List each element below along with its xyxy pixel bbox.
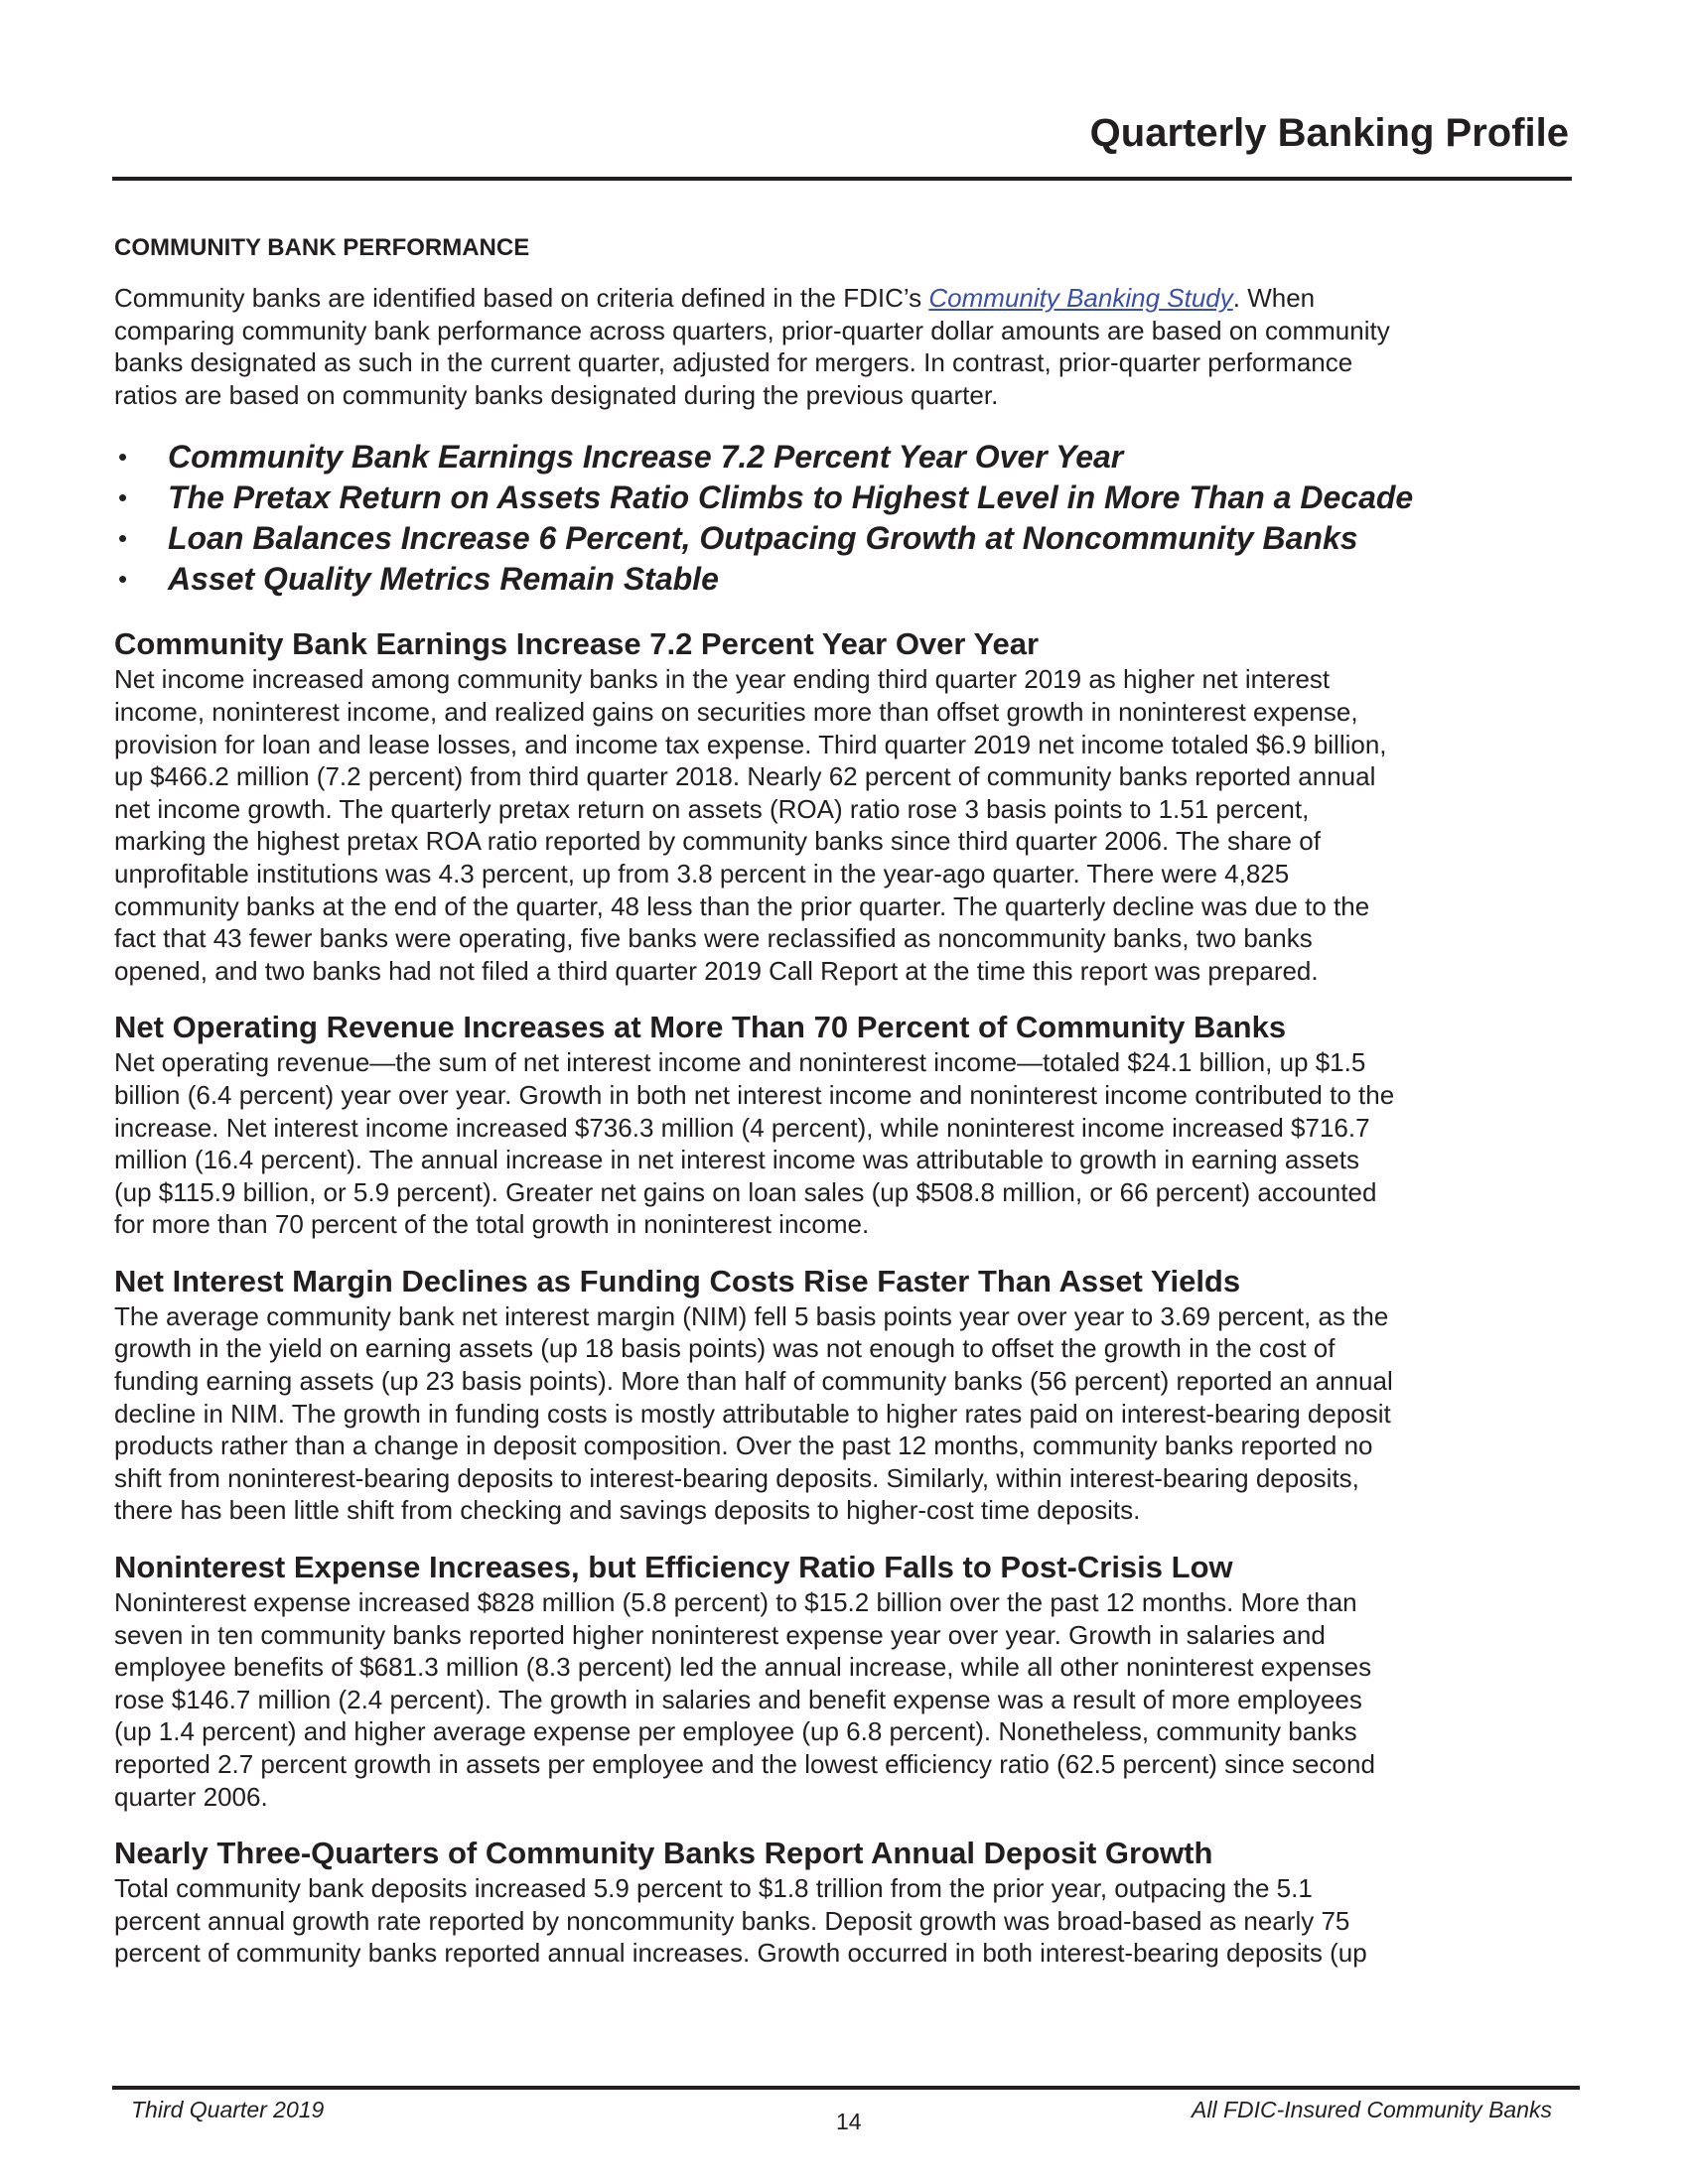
highlight-text: Community Bank Earnings Increase 7.2 Percent Year Over Year [168, 439, 1124, 476]
paragraph-line: opened, and two banks had not filed a third quarter 2019 Call Report at the time this report was prepared. [114, 955, 1319, 986]
section-heading: Net Interest Margin Declines as Funding Costs Rise Faster Than Asset Yields [114, 1263, 1241, 1298]
highlight-text: Loan Balances Increase 6 Percent, Outpacing Growth at Noncommunity Banks [168, 520, 1358, 557]
footer-scope: All FDIC-Insured Community Banks [1192, 2097, 1552, 2122]
page-number: 14 [836, 2109, 862, 2134]
highlight-item [114, 518, 1584, 559]
paragraph-line: percent of community banks reported annual increases. Growth occurred in both interest-bearing deposits (up [114, 1938, 1367, 1969]
paragraph-line: quarter 2006. [114, 1781, 268, 1812]
paragraph-line: provision for loan and lease losses, and income tax expense. Third quarter 2019 net income totaled $6.9 billion, [114, 729, 1387, 759]
highlights-list [114, 437, 1584, 600]
section-heading: Noninterest Expense Increases, but Efficiency Ratio Falls to Post-Crisis Low [114, 1550, 1233, 1585]
intro-line: ratios are based on community banks designated during the previous quarter. [114, 379, 999, 410]
header-rule [112, 177, 1572, 181]
intro-paragraph [114, 282, 1584, 411]
paragraph-line: up $466.2 million (7.2 percent) from third quarter 2018. Nearly 62 percent of community banks reported annual [114, 761, 1376, 792]
highlight-item [114, 437, 1584, 478]
section [114, 1835, 1584, 1970]
paragraph-line: seven in ten community banks reported higher noninterest expense year over year. Growth in salaries and [114, 1619, 1326, 1650]
highlight-text: Asset Quality Metrics Remain Stable [168, 561, 719, 598]
paragraph-line: products rather than a change in deposit composition. Over the past 12 months, community banks reported no [114, 1431, 1373, 1461]
paragraph-line: net income growth. The quarterly pretax return on assets (ROA) ratio rose 3 basis points to 1.51 percent, [114, 793, 1310, 824]
footer-quarter: Third Quarter 2019 [131, 2097, 325, 2122]
paragraph-line: funding earning assets (up 23 basis points). More than half of community banks (56 percent) reported an annual [114, 1366, 1393, 1397]
paragraph-line: reported 2.7 percent growth in assets per employee and the lowest efficiency ratio (62.5 percent) since second [114, 1749, 1375, 1779]
section-heading: Net Operating Revenue Increases at More Than 70 Percent of Community Banks [114, 1010, 1287, 1045]
bullet-icon: • [118, 564, 128, 595]
intro-line [114, 282, 1584, 315]
intro-line: banks designated as such in the current quarter, adjusted for mergers. In contrast, prior-quarter performance [114, 347, 1353, 378]
paragraph-line: decline in NIM. The growth in funding costs is mostly attributable to higher rates paid on interest-bearing deposit [114, 1398, 1391, 1429]
paragraph-line: Net operating revenue—the sum of net interest income and noninterest income—totaled $24.1 billion, up $1.5 [114, 1047, 1366, 1078]
section [114, 1009, 1584, 1241]
paragraph-line: Net income increased among community banks in the year ending third quarter 2019 as higher net interest [114, 664, 1331, 695]
paragraph-line: (up $115.9 billion, or 5.9 percent). Greater net gains on loan sales (up $508.8 million, or 66 percent) accounted [114, 1176, 1377, 1207]
community-banking-study-link[interactable]: Community Banking Study [928, 283, 1233, 313]
intro-text: . When [1232, 283, 1316, 313]
section-heading: Community Bank Earnings Increase 7.2 Percent Year Over Year [114, 626, 1040, 662]
highlight-item [114, 478, 1584, 518]
paragraph-line: The average community bank net interest margin (NIM) fell 5 basis points year over year to 3.69 percent, as the [114, 1300, 1389, 1331]
bullet-icon: • [118, 482, 128, 513]
section [114, 625, 1584, 987]
section [114, 1549, 1584, 1813]
paragraph-line: for more than 70 percent of the total growth in noninterest income. [114, 1209, 870, 1240]
paragraph-line: unprofitable institutions was 4.3 percent, up from 3.8 percent in the year-ago quarter. There were 4,825 [114, 858, 1290, 888]
paragraph-line: income, noninterest income, and realized gains on securities more than offset growth in noninterest expense, [114, 696, 1358, 727]
paragraph-line: fact that 43 fewer banks were operating, five banks were reclassified as noncommunity banks, two banks [114, 923, 1313, 954]
paragraph-line: percent annual growth rate reported by noncommunity banks. Deposit growth was broad-based as nearly 75 [114, 1905, 1350, 1936]
sections [114, 625, 1584, 1970]
intro-line: comparing community bank performance across quarters, prior-quarter dollar amounts are based on community [114, 315, 1390, 345]
paragraph-line: there has been little shift from checking and savings deposits to higher-cost time deposits. [114, 1495, 1141, 1526]
paragraph-line: shift from noninterest-bearing deposits to interest-bearing deposits. Similarly, within interest-bearing deposits, [114, 1462, 1359, 1493]
paragraph-line: community banks at the end of the quarter, 48 less than the prior quarter. The quarterly decline was due to the [114, 890, 1370, 921]
bullet-icon: • [118, 523, 128, 554]
highlight-text: The Pretax Return on Assets Ratio Climbs to Highest Level in More Than a Decade [168, 479, 1414, 516]
bullet-icon: • [118, 442, 128, 473]
page-header-title: Quarterly Banking Profile [1089, 111, 1569, 155]
intro-text: Community banks are identified based on criteria defined in the FDIC’s [114, 283, 929, 313]
paragraph-line: rose $146.7 million (2.4 percent). The growth in salaries and benefit expense was a result of more employees [114, 1684, 1362, 1714]
paragraph-line: billion (6.4 percent) year over year. Growth in both net interest income and noninterest income contributed to the [114, 1079, 1395, 1110]
paragraph-line: Total community bank deposits increased 5.9 percent to $1.8 trillion from the prior year, outpacing the 5.1 [114, 1873, 1313, 1904]
section [114, 1263, 1584, 1527]
paragraph-line: growth in the yield on earning assets (up 18 basis points) was not enough to offset the growth in the cost of [114, 1333, 1336, 1364]
section-heading: Nearly Three-Quarters of Community Banks Report Annual Deposit Growth [114, 1836, 1213, 1871]
paragraph-line: employee benefits of $681.3 million (8.3 percent) led the annual increase, while all other noninterest expenses [114, 1652, 1372, 1683]
highlight-item [114, 559, 1584, 600]
section-title: COMMUNITY BANK PERFORMANCE [114, 234, 530, 261]
paragraph-line: increase. Net interest income increased $736.3 million (4 percent), while noninterest income increased $716.7 [114, 1112, 1370, 1143]
paragraph-line: (up 1.4 percent) and higher average expense per employee (up 6.8 percent). Nonetheless, community banks [114, 1716, 1357, 1747]
page-content [114, 234, 1584, 1991]
paragraph-line: million (16.4 percent). The annual increase in net interest income was attributable to growth in earning assets [114, 1145, 1359, 1175]
paragraph-line: Noninterest expense increased $828 million (5.8 percent) to $15.2 billion over the past 12 months. More than [114, 1587, 1357, 1618]
paragraph-line: marking the highest pretax ROA ratio reported by community banks since third quarter 2006. The share of [114, 826, 1321, 857]
footer-rule [112, 2086, 1580, 2090]
